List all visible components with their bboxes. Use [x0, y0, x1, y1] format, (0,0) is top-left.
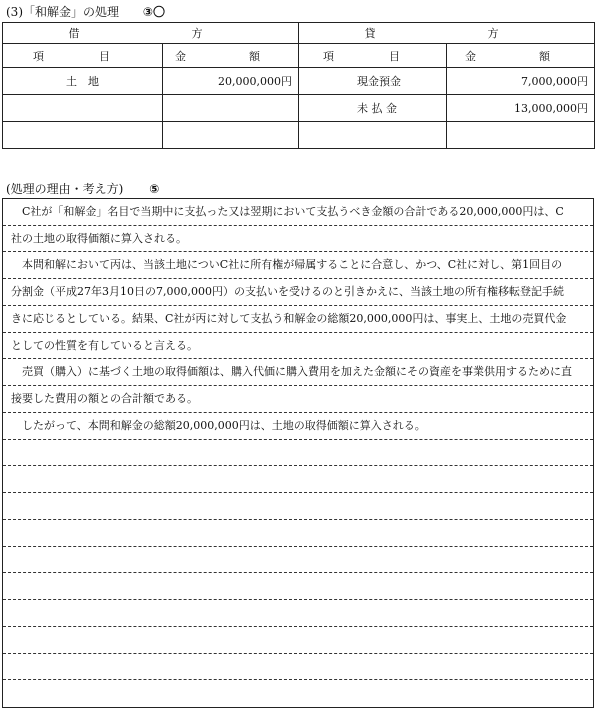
section-title	[6, 3, 165, 20]
journal-entry-table	[2, 22, 595, 149]
credit-item-header: 項 目	[299, 44, 447, 68]
answer-line	[3, 627, 593, 654]
debit-item-cell	[3, 122, 163, 149]
answer-line	[3, 600, 593, 627]
answer-line: 社の土地の取得価額に算入される。	[3, 226, 593, 253]
debit-amount-header: 金 額	[163, 44, 299, 68]
answer-line: 売買（購入）に基づく土地の取得価額は、購入代価に購入費用を加えた金額にその資産を事業供用するために直	[3, 359, 593, 386]
answer-line: 接要した費用の額との合計額である。	[3, 386, 593, 413]
reason-title-text: (処理の理由・考え方)	[6, 182, 124, 196]
answer-line	[3, 547, 593, 574]
credit-amount-cell: 13,000,000円	[447, 95, 595, 122]
answer-line: としての性質を有していると言える。	[3, 333, 593, 360]
debit-header: 借 方	[3, 23, 299, 44]
credit-item-cell: 未 払 金	[299, 95, 447, 122]
answer-line	[3, 573, 593, 600]
table-row	[3, 95, 595, 122]
reason-answer-box	[2, 198, 594, 708]
answer-line	[3, 654, 593, 681]
answer-line	[3, 680, 593, 707]
debit-item-cell	[3, 95, 163, 122]
credit-item-cell	[299, 122, 447, 149]
debit-amount-cell	[163, 122, 299, 149]
answer-line	[3, 520, 593, 547]
section-title-text: (3)「和解金」の処理	[6, 5, 119, 19]
answer-line: したがって、本問和解金の総額20,000,000円は、土地の取得価額に算入される。	[3, 413, 593, 440]
answer-line	[3, 466, 593, 493]
answer-line	[3, 493, 593, 520]
debit-item-cell: 土 地	[3, 68, 163, 95]
table-side-header-row	[3, 23, 595, 44]
score-mark: ⑤	[149, 182, 160, 196]
debit-amount-cell: 20,000,000円	[163, 68, 299, 95]
debit-item-header: 項 目	[3, 44, 163, 68]
credit-amount-header: 金 額	[447, 44, 595, 68]
answer-line: 分割金（平成27年3月10日の7,000,000円）の支払いを受けるのと引きかえに、当該土地の所有権移転登記手続	[3, 279, 593, 306]
answer-line: 本問和解において丙は、当該土地についC社に所有権が帰属することに合意し、かつ、C社に対し、第1回目の	[3, 252, 593, 279]
credit-amount-cell	[447, 122, 595, 149]
answer-line	[3, 440, 593, 467]
credit-amount-cell: 7,000,000円	[447, 68, 595, 95]
answer-line: C社が「和解金」名目で当期中に支払った又は翌期において支払うべき金額の合計である20,000,000円は、C	[3, 199, 593, 226]
credit-header: 貸 方	[299, 23, 595, 44]
credit-item-cell: 現金預金	[299, 68, 447, 95]
score-mark: ③〇	[142, 5, 165, 19]
reason-title	[6, 180, 159, 197]
table-row	[3, 68, 595, 95]
table-column-header-row	[3, 44, 595, 68]
answer-line: きに応じるとしている。結果、C社が丙に対して支払う和解金の総額20,000,000円は、事実上、土地の売買代金	[3, 306, 593, 333]
table-row	[3, 122, 595, 149]
debit-amount-cell	[163, 95, 299, 122]
